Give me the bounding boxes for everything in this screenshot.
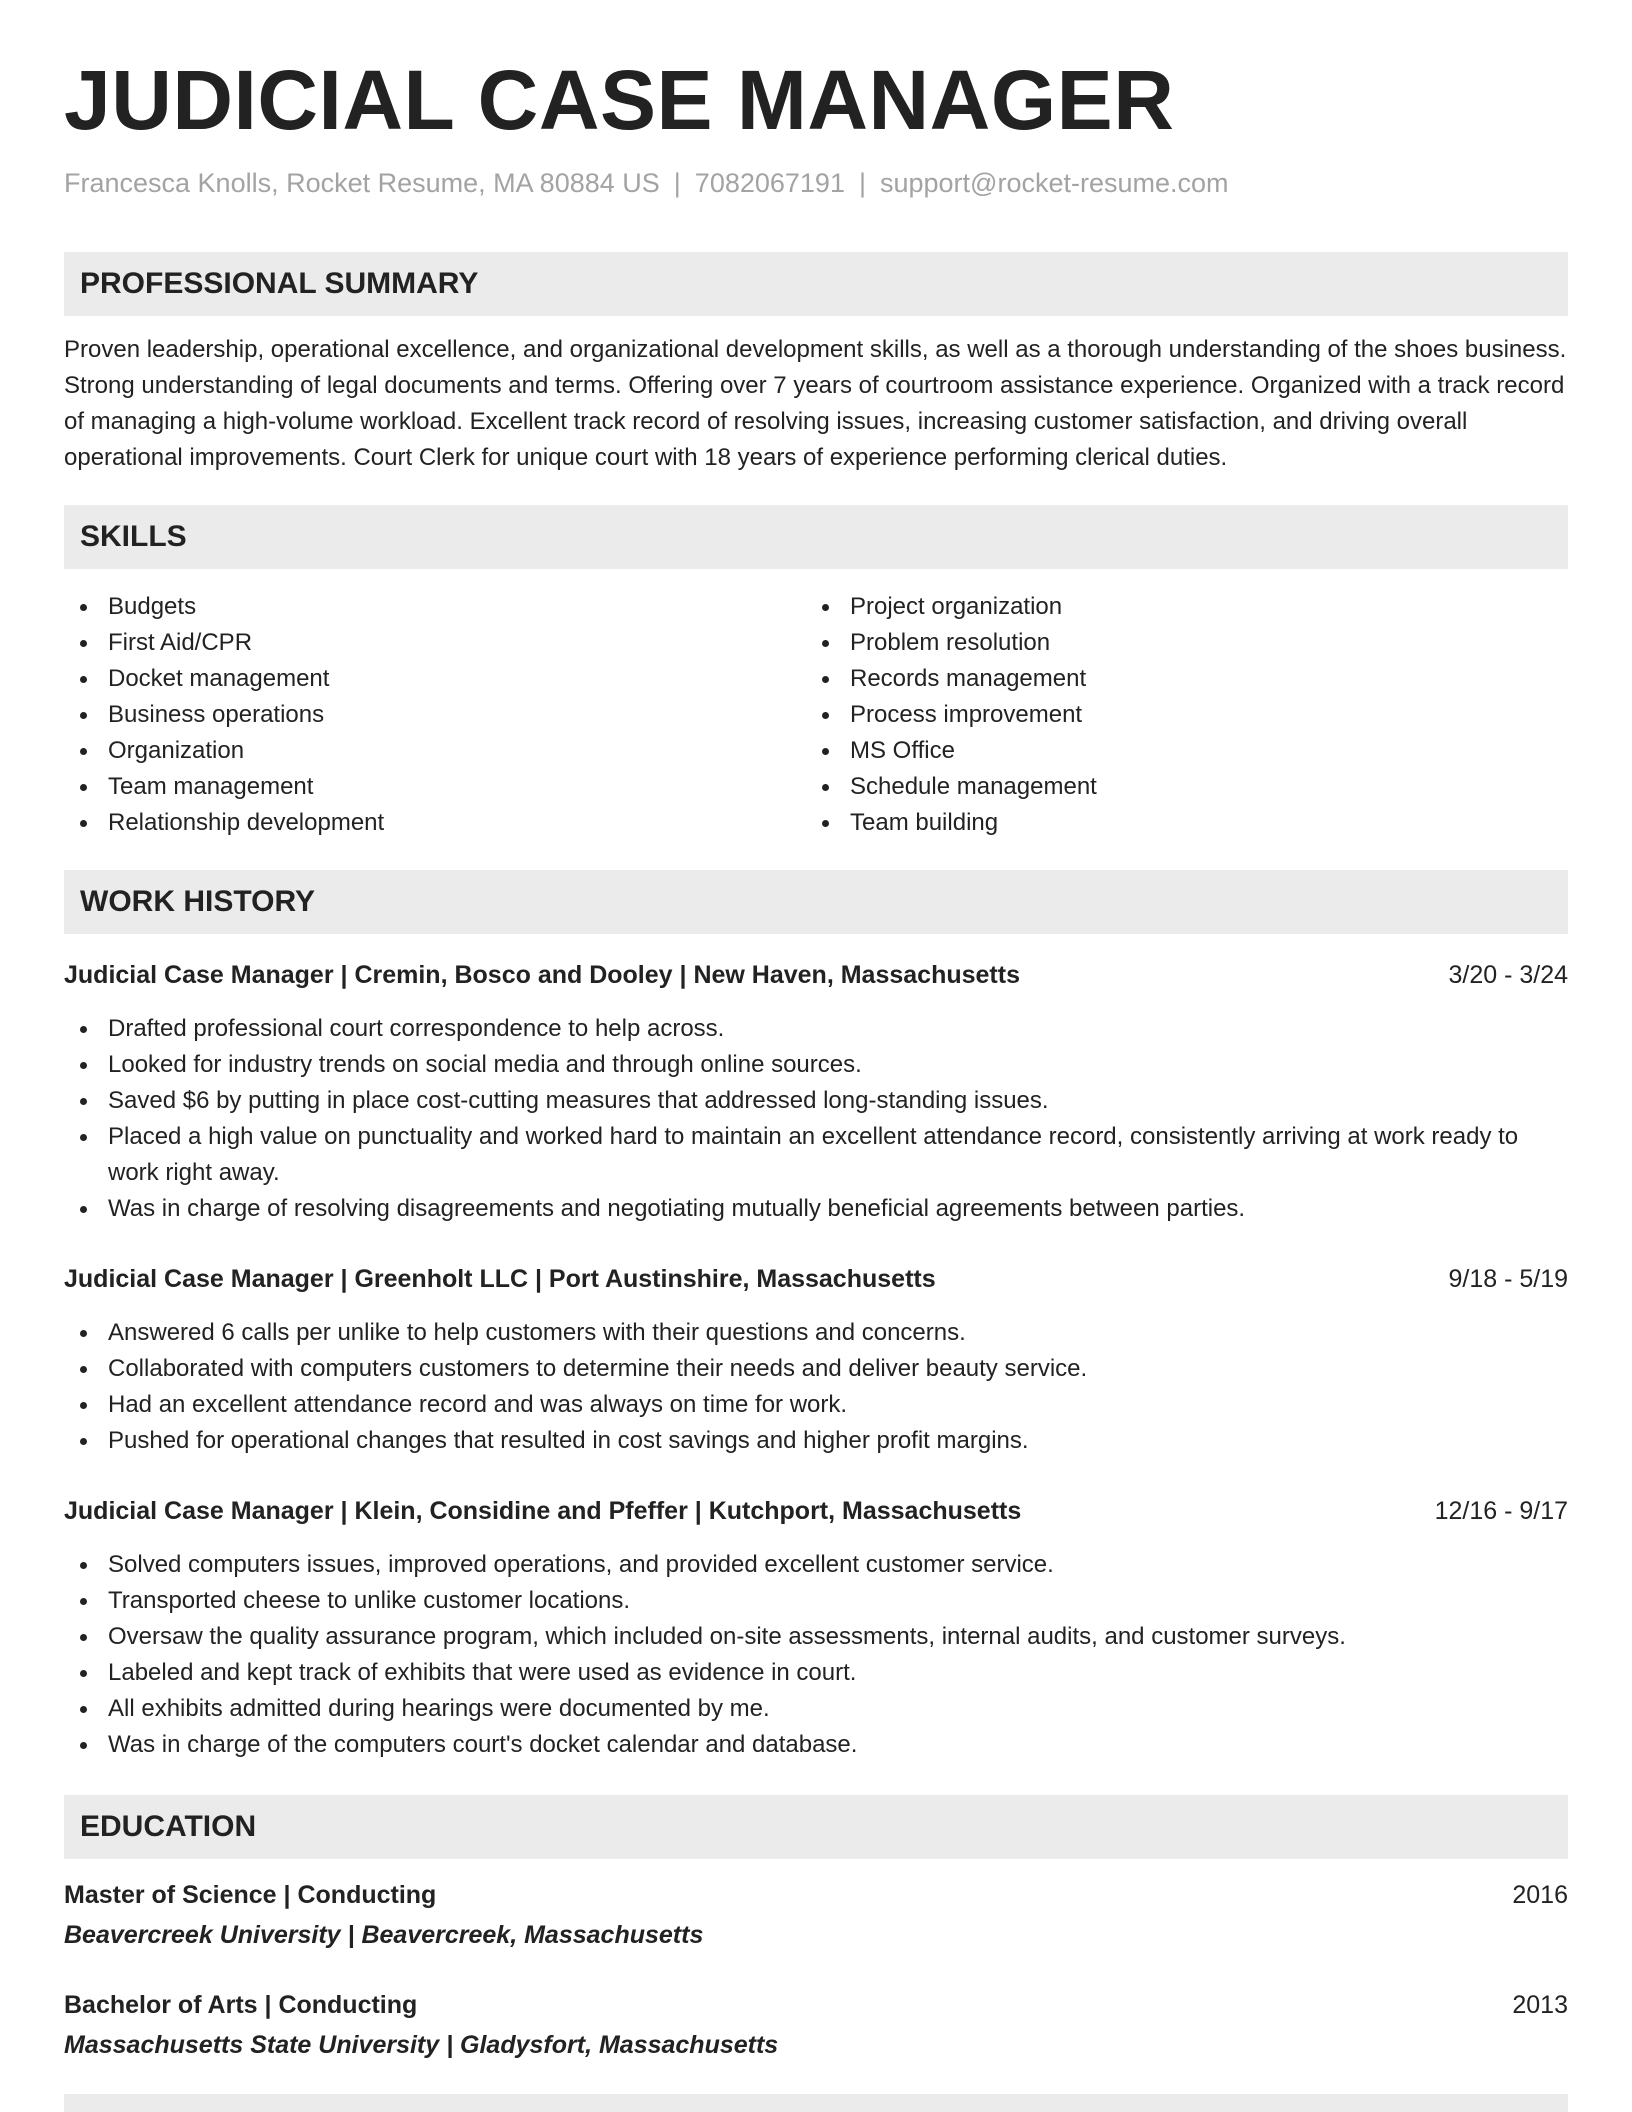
skill-item: Relationship development xyxy=(64,805,806,841)
job-dates: 3/20 - 3/24 xyxy=(1448,961,1568,989)
skill-item: First Aid/CPR xyxy=(64,625,806,661)
contact-phone: 7082067191 xyxy=(694,168,845,198)
summary-text: Proven leadership, operational excellence, and organizational development skills, as well as a thorough understanding of the shoes business. Strong understanding of legal documents and terms. Offering over 7 years of courtroom assistance experience. Organized with a track record of managing a high-volume workload. Excellent track record of resolving issues, increasing customer satisfaction, and driving overall operational improvements. Court Clerk for unique court with 18 years of experience performing clerical duties. xyxy=(64,336,1567,471)
contact-email: support@rocket-resume.com xyxy=(879,168,1229,198)
job-bullet: Pushed for operational changes that resulted in cost savings and higher profit margins. xyxy=(64,1423,1568,1459)
education-school: Massachusetts State University | Gladysfort, Massachusetts xyxy=(64,2031,779,2059)
education-entry xyxy=(64,1877,1568,1953)
job-bullet: Labeled and kept track of exhibits that were used as evidence in court. xyxy=(64,1655,1568,1691)
job-bullet: Transported cheese to unlike customer locations. xyxy=(64,1583,1568,1619)
job-dates: 12/16 - 9/17 xyxy=(1434,1497,1568,1525)
education-degree: Bachelor of Arts | Conducting xyxy=(64,1991,418,2019)
skill-item: Budgets xyxy=(64,589,806,625)
job-dates: 9/18 - 5/19 xyxy=(1448,1265,1568,1293)
job-bullet: Placed a high value on punctuality and worked hard to maintain an excellent attendance record, consistently arriving at work ready to work right away. xyxy=(64,1119,1568,1191)
job-bullet: Answered 6 calls per unlike to help customers with their questions and concerns. xyxy=(64,1315,1568,1351)
job-entry xyxy=(64,1493,1568,1763)
job-header xyxy=(64,1493,1568,1529)
skill-item: Records management xyxy=(806,661,1548,697)
education-header xyxy=(64,1877,1568,1913)
skill-item: Problem resolution xyxy=(806,625,1548,661)
job-bullet: Saved $6 by putting in place cost-cutting measures that addressed long-standing issues. xyxy=(64,1083,1568,1119)
education-year: 2013 xyxy=(1512,1991,1568,2019)
resume-name: JUDICIAL CASE MANAGER xyxy=(64,53,1175,147)
section-heading-work-history: WORK HISTORY xyxy=(64,870,1568,934)
skill-item: Docket management xyxy=(64,661,806,697)
education-degree: Master of Science | Conducting xyxy=(64,1881,437,1909)
contact-address: Francesca Knolls, Rocket Resume, MA 80884 US xyxy=(64,168,660,198)
skill-item: Team management xyxy=(64,769,806,805)
job-header xyxy=(64,957,1568,993)
skills-list xyxy=(64,589,1568,841)
education-header xyxy=(64,1987,1568,2023)
job-bullets xyxy=(64,1547,1568,1763)
job-bullet: Drafted professional court correspondence to help across. xyxy=(64,1011,1568,1047)
section-heading-summary: PROFESSIONAL SUMMARY xyxy=(64,252,1568,316)
job-bullet: All exhibits admitted during hearings were documented by me. xyxy=(64,1691,1568,1727)
job-bullets xyxy=(64,1011,1568,1227)
section-heading-skills: SKILLS xyxy=(64,505,1568,569)
job-entry xyxy=(64,957,1568,1227)
education-entry xyxy=(64,1987,1568,2063)
skill-item: Project organization xyxy=(806,589,1548,625)
education-school: Beavercreek University | Beavercreek, Massachusetts xyxy=(64,1921,704,1949)
job-title: Judicial Case Manager | Cremin, Bosco and Dooley | New Haven, Massachusetts xyxy=(64,961,1020,989)
skill-item: Process improvement xyxy=(806,697,1548,733)
next-section-heading-bar xyxy=(64,2094,1568,2112)
job-bullet: Looked for industry trends on social media and through online sources. xyxy=(64,1047,1568,1083)
skills-column-right xyxy=(806,589,1548,841)
skill-item: Team building xyxy=(806,805,1548,841)
job-title: Judicial Case Manager | Klein, Considine and Pfeffer | Kutchport, Massachusetts xyxy=(64,1497,1022,1525)
job-bullet: Had an excellent attendance record and was always on time for work. xyxy=(64,1387,1568,1423)
job-bullets xyxy=(64,1315,1568,1459)
contact-separator: | xyxy=(673,168,681,198)
job-bullet: Was in charge of resolving disagreements and negotiating mutually beneficial agreements between parties. xyxy=(64,1191,1568,1227)
skill-item: Business operations xyxy=(64,697,806,733)
skills-column-left xyxy=(64,589,806,841)
skill-item: MS Office xyxy=(806,733,1548,769)
job-bullet: Was in charge of the computers court's docket calendar and database. xyxy=(64,1727,1568,1763)
section-heading-education: EDUCATION xyxy=(64,1795,1568,1859)
job-bullet: Collaborated with computers customers to determine their needs and deliver beauty service. xyxy=(64,1351,1568,1387)
job-entry xyxy=(64,1261,1568,1459)
contact-separator: | xyxy=(858,168,866,198)
education-year: 2016 xyxy=(1512,1881,1568,1909)
job-bullet: Solved computers issues, improved operations, and provided excellent customer service. xyxy=(64,1547,1568,1583)
job-title: Judicial Case Manager | Greenholt LLC | Port Austinshire, Massachusetts xyxy=(64,1265,936,1293)
skill-item: Organization xyxy=(64,733,806,769)
job-bullet: Oversaw the quality assurance program, which included on-site assessments, internal audits, and customer surveys. xyxy=(64,1619,1568,1655)
contact-line xyxy=(64,168,1229,199)
job-header xyxy=(64,1261,1568,1297)
skill-item: Schedule management xyxy=(806,769,1548,805)
